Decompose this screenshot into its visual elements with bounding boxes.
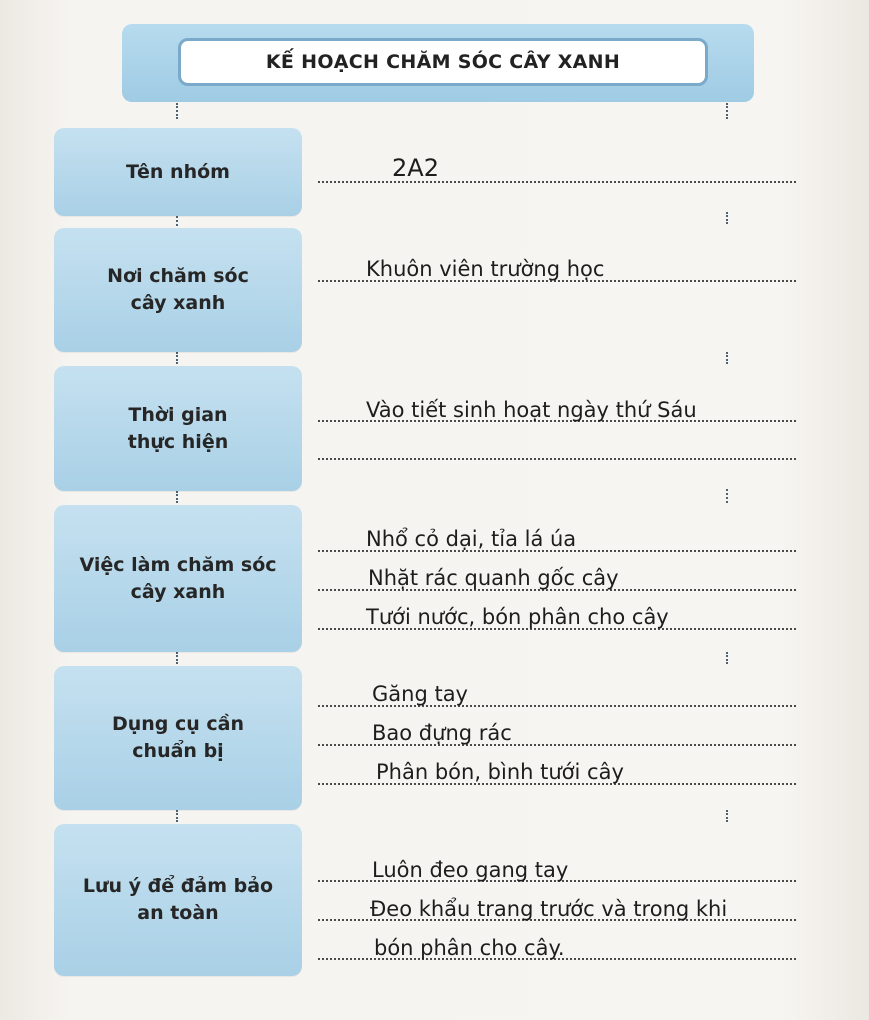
label-care-place [54,228,302,352]
answer-tool-3: Phân bón, bình tưới cây [376,760,624,784]
connector-tick [726,103,728,119]
label-line: cây xanh [130,292,226,314]
connector-tick [726,652,728,664]
label-line: chuẩn bị [132,740,224,762]
label-line: Tên nhóm [126,160,230,183]
connector-tick [176,810,178,822]
label-tools [54,666,302,810]
connector-tick [726,810,728,822]
answer-group-name: 2A2 [392,154,439,182]
label-line: Dụng cụ cần [111,713,245,735]
label-care-tasks [54,505,302,652]
connector-tick [176,652,178,664]
connector-tick [176,216,178,226]
title-box [178,38,708,86]
answer-line [318,458,796,460]
connector-tick [726,352,728,364]
label-line: cây xanh [130,580,226,603]
label-group-name [54,128,302,216]
label-line: Thời gian [128,403,228,426]
label-line: Việc làm chăm sóc [79,553,277,576]
label-safety [54,824,302,976]
connector-tick [176,491,178,503]
answer-care-place: Khuôn viên trường học [366,257,605,281]
label-line: thực hiện [127,430,229,453]
connector-tick [176,352,178,364]
connector-tick [726,489,728,503]
label-time [54,366,302,491]
answer-safety-3: bón phân cho cây. [374,936,565,960]
page-title: KẾ HOẠCH CHĂM SÓC CÂY XANH [265,51,621,73]
answer-task-1: Nhổ cỏ dại, tỉa lá úa [366,527,577,551]
label-line: an toàn [137,902,219,924]
connector-tick [176,103,178,119]
answer-line [318,181,796,183]
answer-safety-1: Luôn đeo gang tay [372,858,569,882]
answer-task-2: Nhặt rác quanh gốc cây [368,566,619,590]
label-line: Lưu ý để đảm bảo [82,875,274,897]
answer-tool-2: Bao đựng rác [372,721,512,745]
answer-safety-2: Đeo khẩu trang trước và trong khi [370,897,728,921]
answer-time: Vào tiết sinh hoạt ngày thứ Sáu [366,398,697,422]
answer-tool-1: Găng tay [372,682,468,706]
label-line: Nơi chăm sóc [107,265,249,287]
connector-tick [726,212,728,224]
answer-task-3: Tưới nước, bón phân cho cây [366,605,669,629]
